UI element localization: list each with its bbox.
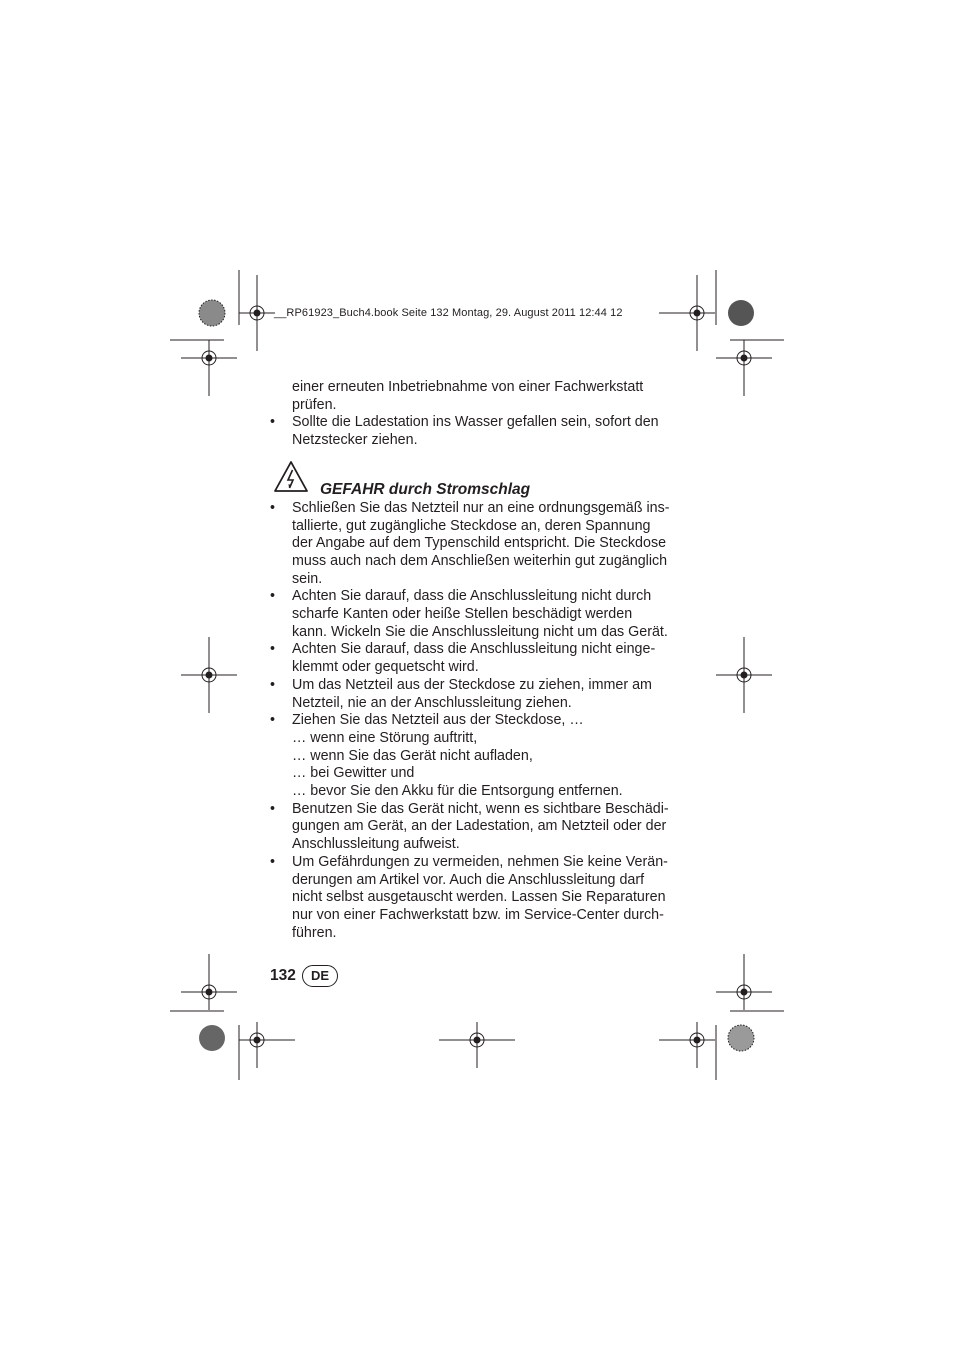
bullet-symbol: • xyxy=(270,499,276,516)
text-line: derungen am Artikel vor. Auch die Anschlussleitung darf xyxy=(292,871,645,888)
unplug-case: … bevor Sie den Akku für die Entsorgung entfernen. xyxy=(292,783,623,800)
bullet-item xyxy=(270,500,680,589)
text-line: Ziehen Sie das Netzteil aus der Steckdose, … xyxy=(292,712,584,729)
page-number: 132 xyxy=(270,967,296,984)
bullet-symbol: • xyxy=(270,676,276,693)
bullet-symbol: • xyxy=(270,588,276,605)
text-line: gungen am Gerät, an der Ladestation, am Netzteil oder der xyxy=(292,818,667,835)
bullet-symbol: • xyxy=(270,712,276,729)
unplug-case: … bei Gewitter und xyxy=(292,765,415,782)
text-line: kann. Wickeln Sie die Anschlussleitung nicht um das Gerät. xyxy=(292,623,668,640)
bullet-item xyxy=(270,854,680,943)
warning-heading xyxy=(270,460,680,500)
continuation-line: einer erneuten Inbetriebnahme von einer Fachwerkstatt xyxy=(292,379,644,395)
text-line: sein. xyxy=(292,570,323,587)
bullet-item xyxy=(270,414,680,449)
bullet-item xyxy=(270,677,680,712)
bullet-symbol: • xyxy=(270,414,276,431)
text-line: Sollte die Ladestation ins Wasser gefallen sein, sofort den xyxy=(292,414,659,431)
text-line: Benutzen Sie das Gerät nicht, wenn es sichtbare Beschädi- xyxy=(292,800,669,817)
bullet-item xyxy=(270,588,680,641)
text-line: Anschlussleitung aufweist. xyxy=(292,836,460,853)
text-line: Achten Sie darauf, dass die Anschlussleitung nicht durch xyxy=(292,588,652,605)
bullet-item xyxy=(270,801,680,854)
text-line: Schließen Sie das Netzteil nur an eine ordnungsgemäß ins- xyxy=(292,499,670,516)
unplug-cases-list xyxy=(270,730,680,801)
text-line: Um das Netzteil aus der Steckdose zu ziehen, immer am xyxy=(292,676,652,693)
bullet-item xyxy=(270,641,680,676)
text-line: nur von einer Fachwerkstatt bzw. im Service-Center durch- xyxy=(292,906,664,923)
continuation-line: prüfen. xyxy=(292,396,337,413)
text-line: klemmt oder gequetscht wird. xyxy=(292,659,479,676)
bullet-symbol: • xyxy=(270,641,276,658)
text-line: führen. xyxy=(292,924,337,941)
text-line: muss auch nach dem Anschließen weiterhin gut zugänglich xyxy=(292,552,668,569)
text-line: Achten Sie darauf, dass die Anschlussleitung nicht einge- xyxy=(292,641,656,658)
warning-title: GEFAHR durch Stromschlag xyxy=(320,480,531,498)
unplug-case: … wenn Sie das Gerät nicht aufladen, xyxy=(292,747,533,764)
language-badge: DE xyxy=(302,965,338,987)
text-line: scharfe Kanten oder heiße Stellen beschädigt werden xyxy=(292,606,633,623)
bullet-item xyxy=(270,712,680,730)
text-line: der Angabe auf dem Typenschild entspricht. Die Steckdose xyxy=(292,535,667,552)
bullet-symbol: • xyxy=(270,853,276,870)
bullet-symbol: • xyxy=(270,800,276,817)
text-line: tallierte, gut zugängliche Steckdose an, deren Spannung xyxy=(292,517,651,534)
text-line: nicht selbst ausgetauscht werden. Lassen Sie Reparaturen xyxy=(292,889,666,906)
text-line: Netzstecker ziehen. xyxy=(292,432,418,449)
text-line: Um Gefährdungen zu vermeiden, nehmen Sie keine Verän- xyxy=(292,853,668,870)
file-info-header: __RP61923_Buch4.book Seite 132 Montag, 29. August 2011 12:44 12 xyxy=(274,307,623,319)
electric-shock-warning-icon xyxy=(273,460,309,494)
unplug-case: … wenn eine Störung auftritt, xyxy=(292,729,478,746)
page-content xyxy=(270,379,680,942)
text-line: Netzteil, nie an der Anschlussleitung ziehen. xyxy=(292,694,572,711)
